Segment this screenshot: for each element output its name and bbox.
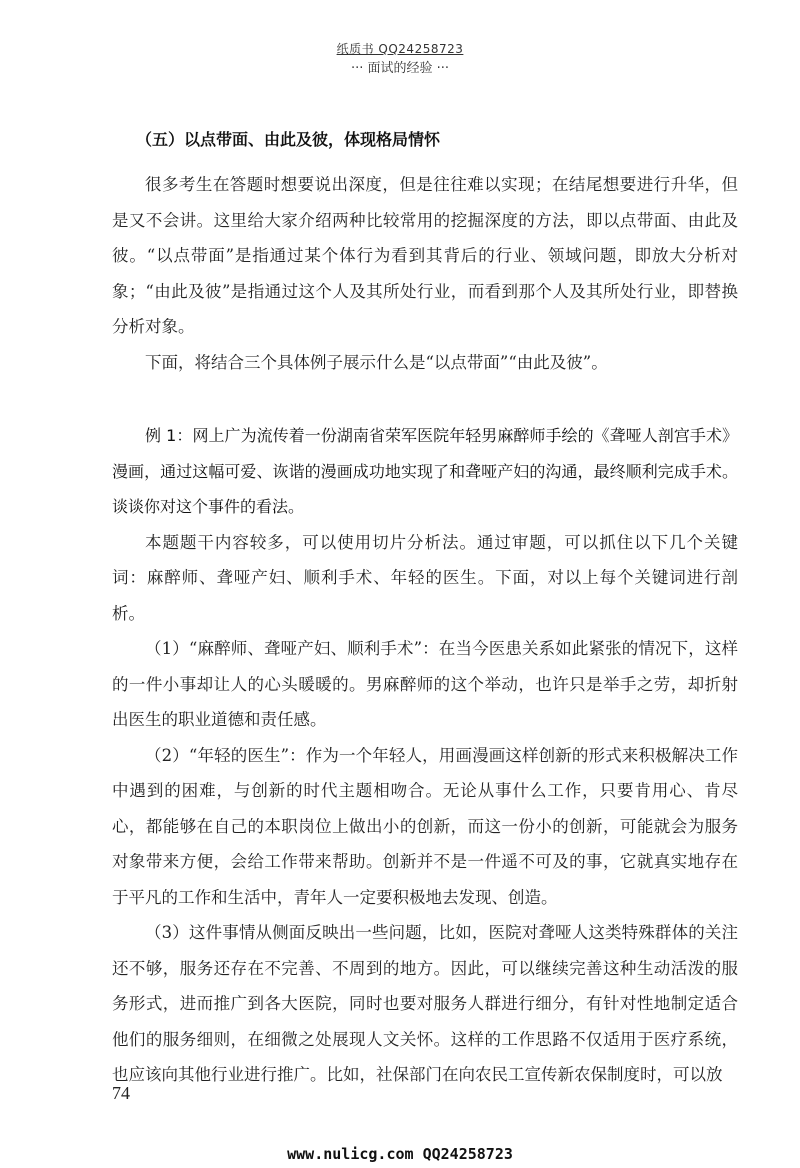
analysis-intro: 本题题干内容较多，可以使用切片分析法。通过审题，可以抓住以下几个关键词：麻醉师、聋哑产妇、顺利手术、年轻的医生。下面，对以上每个关键词进行剖析。 <box>112 532 738 623</box>
header-watermark: 纸质书 QQ24258723 <box>336 42 464 56</box>
running-title: ··· 面试的经验 ··· <box>350 61 450 76</box>
page-number: 74 <box>112 1083 130 1103</box>
section-title: （五）以点带面、由此及彼，体现格局情怀 <box>136 130 441 149</box>
intro-paragraph: 很多考生在答题时想要说出深度，但是往往难以实现；在结尾想要进行升华，但是又不会讲。这里给大家介绍两种比较常用的挖掘深度的方法，即以点带面、由此及彼。“以点带面”是指通过某个体行为看到其背后的行业、领域问题，即放大分析对象；“由此及彼”是指通过这个人及其所处行业，而看到那个人及其所处行业，即替换分析对象。 <box>112 175 738 336</box>
example-question: 例 1：网上广为流传着一份湖南省荣军医院年轻男麻醉师手绘的《聋哑人剖宫手术》漫画，通过这幅可爱、诙谐的漫画成功地实现了和聋哑产妇的沟通，最终顺利完成手术。谈谈你对这个事件的看法。 <box>112 426 738 516</box>
analysis-point-3: （3）这件事情从侧面反映出一些问题，比如，医院对聋哑人这类特殊群体的关注还不够，服务还存在不完善、不周到的地方。因此，可以继续完善这种生动活泼的服务形式，进而推广到各大医院，同时也要对服务人群进行细分，有针对性地制定适合他们的服务细则，在细微之处展现人文关怀。这样的工作思路不仅适用于医疗系统，也应该向其他行业进行推广。比如，社保部门在向农民工宣传新农保制度时，可以放 <box>112 923 738 1084</box>
analysis-point-2: （2）“年轻的医生”：作为一个年轻人，用画漫画这样创新的形式来积极解决工作中遇到的困难，与创新的时代主题相吻合。无论从事什么工作，只要肯用心、肯尽心，都能够在自己的本职岗位上做出小的创新，而这一份小的创新，可能就会为服务对象带来方便，会给工作带来帮助。创新并不是一件遥不可及的事，它就真实地存在于平凡的工作和生活中，青年人一定要积极地去发现、创造。 <box>112 745 738 907</box>
transition-paragraph: 下面，将结合三个具体例子展示什么是“以点带面”“由此及彼”。 <box>145 352 608 372</box>
footer-watermark: www.nulicg.com QQ24258723 <box>287 1145 513 1163</box>
analysis-point-1: （1）“麻醉师、聋哑产妇、顺利手术”：在当今医患关系如此紧张的情况下，这样的一件小事却让人的心头暖暖的。男麻醉师的这个举动，也许只是举手之劳，却折射出医生的职业道德和责任感。 <box>112 639 738 729</box>
page-body <box>112 125 738 1093</box>
